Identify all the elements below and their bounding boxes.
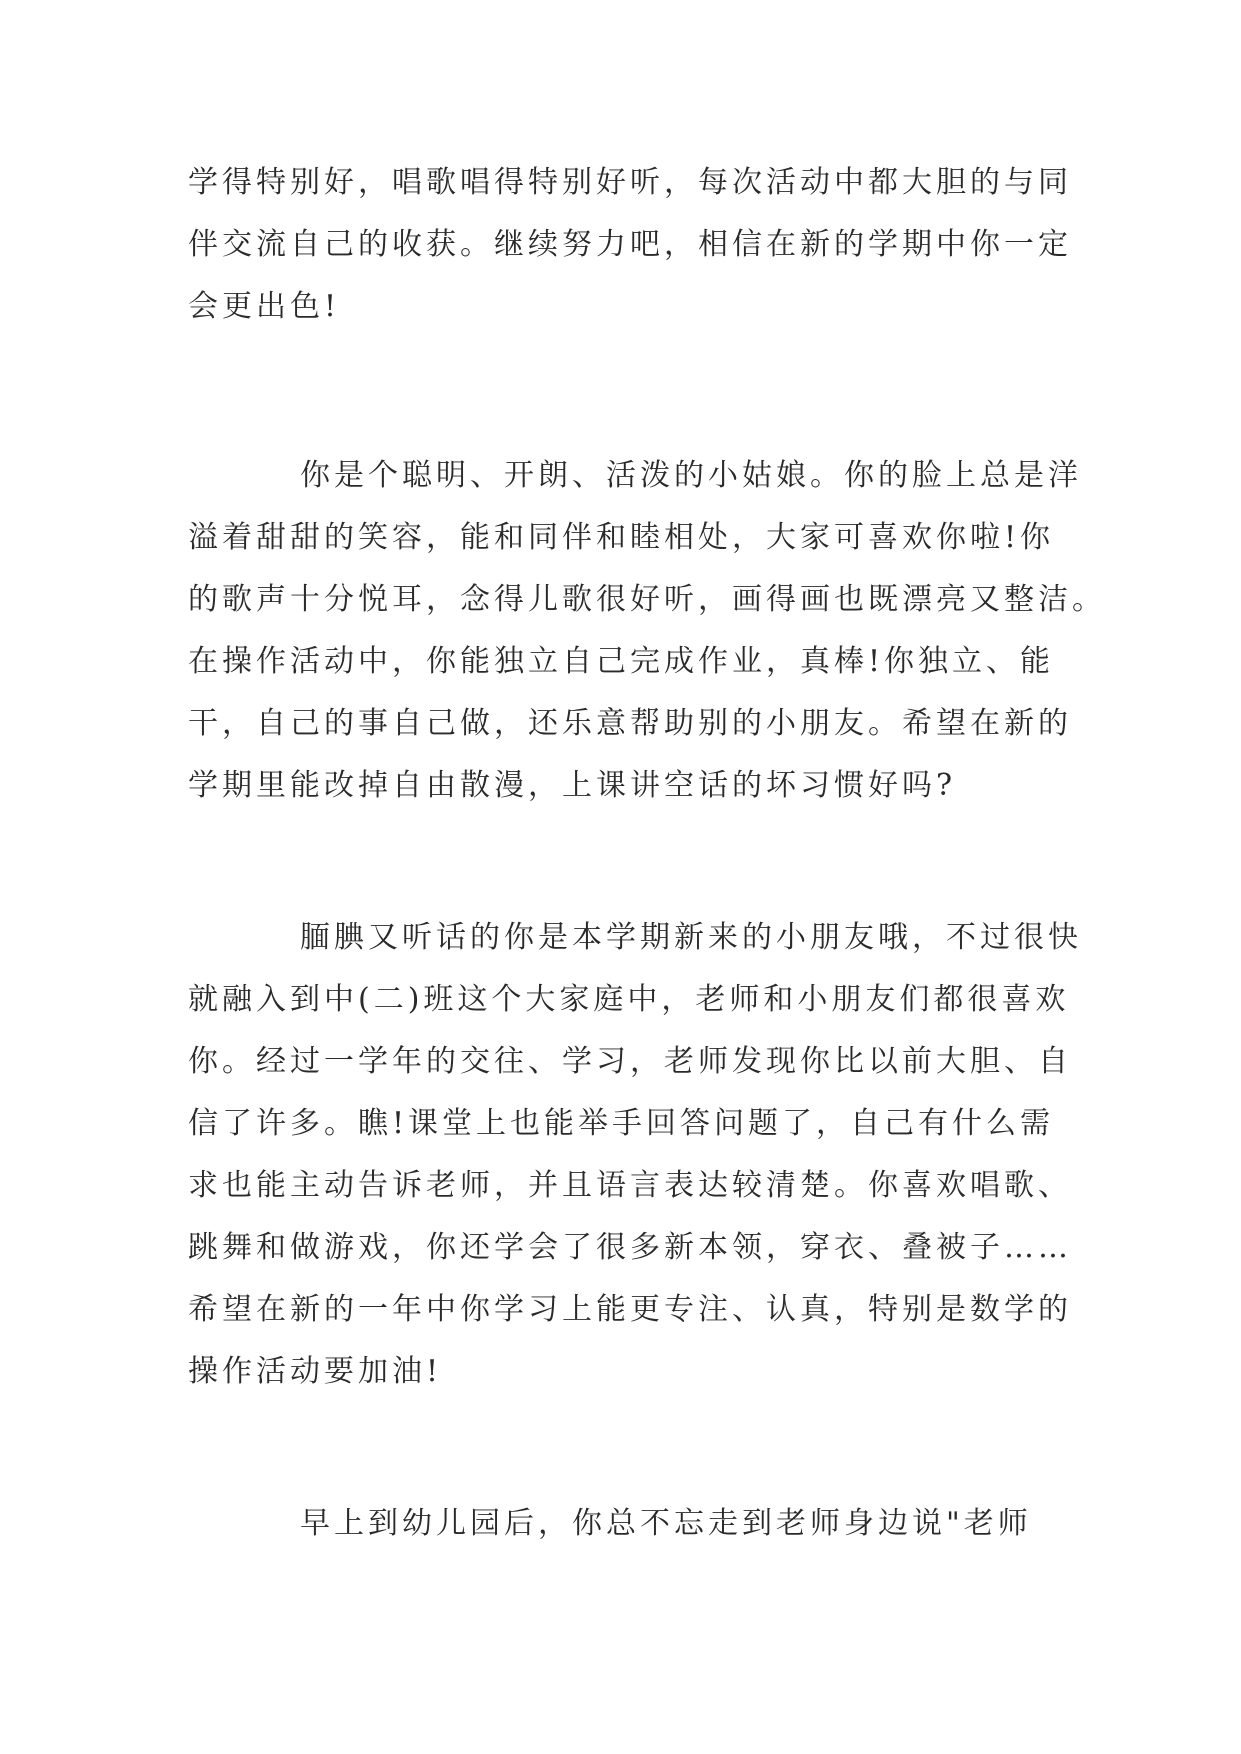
paragraph-line: 操作活动要加油! <box>188 1354 443 1389</box>
paragraph-line: 的歌声十分悦耳，念得儿歌很好听，画得画也既漂亮又整洁。 <box>188 582 1106 617</box>
paragraph-line: 学得特别好，唱歌唱得特别好听，每次活动中都大胆的与同 <box>188 165 1072 200</box>
paragraph-line: 学期里能改掉自由散漫，上课讲空话的坏习惯好吗? <box>188 768 957 803</box>
paragraph-line: 干，自己的事自己做，还乐意帮助别的小朋友。希望在新的 <box>188 706 1072 741</box>
paragraph-1 <box>188 152 1072 338</box>
paragraph-line: 希望在新的一年中你学习上能更专注、认真，特别是数学的 <box>188 1292 1072 1327</box>
paragraph-line: 你是个聪明、开朗、活泼的小姑娘。你的脸上总是洋 <box>300 458 1082 493</box>
paragraph-line: 信了许多。瞧!课堂上也能举手回答问题了，自己有什么需 <box>188 1106 1055 1141</box>
paragraph-line: 腼腆又听话的你是本学期新来的小朋友哦，不过很快 <box>300 920 1082 955</box>
paragraph-line: 会更出色! <box>188 289 341 324</box>
paragraph-line: 就融入到中(二)班这个大家庭中，老师和小朋友们都很喜欢 <box>188 982 1070 1017</box>
paragraph-3 <box>188 907 1082 1403</box>
paragraph-line: 早上到幼儿园后，你总不忘走到老师身边说"老师 <box>300 1506 1032 1541</box>
paragraph-4 <box>188 1493 1068 1555</box>
paragraph-line: 你。经过一学年的交往、学习，老师发现你比以前大胆、自 <box>188 1044 1072 1079</box>
paragraph-line: 在操作活动中，你能独立自己完成作业，真棒!你独立、能 <box>188 644 1055 679</box>
paragraph-line: 溢着甜甜的笑容，能和同伴和睦相处，大家可喜欢你啦!你 <box>188 520 1055 555</box>
paragraph-line: 伴交流自己的收获。继续努力吧，相信在新的学期中你一定 <box>188 227 1072 262</box>
paragraph-line: 求也能主动告诉老师，并且语言表达较清楚。你喜欢唱歌、 <box>188 1168 1072 1203</box>
paragraph-line: 跳舞和做游戏，你还学会了很多新本领，穿衣、叠被子…… <box>188 1230 1072 1265</box>
paragraph-2 <box>188 445 1106 817</box>
